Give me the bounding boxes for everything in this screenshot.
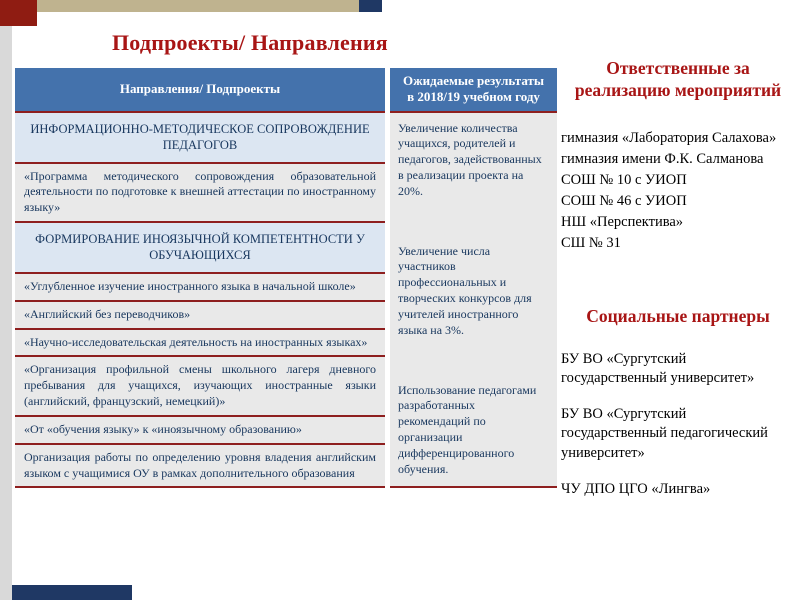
table-row: «Программа методического сопровождения образовательной деятельности по подготовке к внешней аттестации по иностранному языку» (15, 164, 385, 223)
list-item: гимназия имени Ф.К. Салманова (561, 150, 764, 167)
table-row: «Английский без переводчиков» (15, 302, 385, 330)
list-item: ЧУ ДПО ЦГО «Лингва» (561, 480, 711, 497)
list-item: СОШ № 10 с УИОП (561, 171, 687, 188)
left-gray-strip (0, 26, 12, 600)
table-row: Организация работы по определению уровня владения английским языком с учащимися ОУ в рамках дополнительного образования (15, 445, 385, 489)
bottom-blue-bar (12, 585, 132, 600)
list-item: НШ «Перспектива» (561, 213, 684, 230)
list-item: гимназия «Лаборатория Салахова» (561, 129, 777, 146)
responsible-heading: Ответственные за реализацию мероприятий (574, 58, 782, 100)
directions-column (15, 113, 385, 489)
list-item: СШ № 31 (561, 234, 621, 251)
list-item: БУ ВО «Сургутский государственный педагогический университет» (561, 405, 768, 461)
table-row: «От «обучения языку» к «иноязычному образованию» (15, 417, 385, 445)
table-header-directions: Направления/ Подпроекты (15, 68, 385, 113)
corner-accent-rect (0, 0, 37, 26)
table-row: «Научно-исследовательская деятельность на иностранных языках» (15, 330, 385, 358)
right-panel (561, 58, 795, 515)
responsible-list (561, 128, 795, 254)
result-paragraph: Использование педагогами разработанных рекомендаций по организации дифференцированного обучения. (398, 382, 537, 476)
list-item: СОШ № 46 с УИОП (561, 192, 687, 209)
list-item: БУ ВО «Сургутский государственный университет» (561, 350, 755, 387)
results-column (390, 113, 557, 489)
slide-title: Подпроекты/ Направления (112, 30, 388, 55)
top-tan-bar (37, 0, 359, 12)
partners-heading: Социальные партнеры (586, 305, 770, 326)
table-header-results: Ожидаемые результаты в 2018/19 учебном году (390, 68, 557, 113)
top-blue-square (359, 0, 382, 12)
result-paragraph: Увеличение числа участников профессиональных и творческих конкурсов для учителей иностранного языка на 3%. (398, 243, 532, 337)
directions-table (15, 68, 557, 488)
table-row: ИНФОРМАЦИОННО-МЕТОДИЧЕСКОЕ СОПРОВОЖДЕНИЕ ПЕДАГОГОВ (15, 113, 385, 164)
result-paragraph: Увеличение количества учащихся, родителей и педагогов, задействованных в реализации проекта на 20%. (398, 120, 542, 198)
partners-list (561, 350, 795, 499)
table-row: ФОРМИРОВАНИЕ ИНОЯЗЫЧНОЙ КОМПЕТЕНТНОСТИ У ОБУЧАЮЩИХСЯ (15, 223, 385, 274)
table-row: «Углубленное изучение иностранного языка в начальной школе» (15, 274, 385, 302)
table-row: «Организация профильной смены школьного лагеря дневного пребывания для учащихся, изучающих иностранные языки (английский, французский, немецкий)» (15, 357, 385, 416)
